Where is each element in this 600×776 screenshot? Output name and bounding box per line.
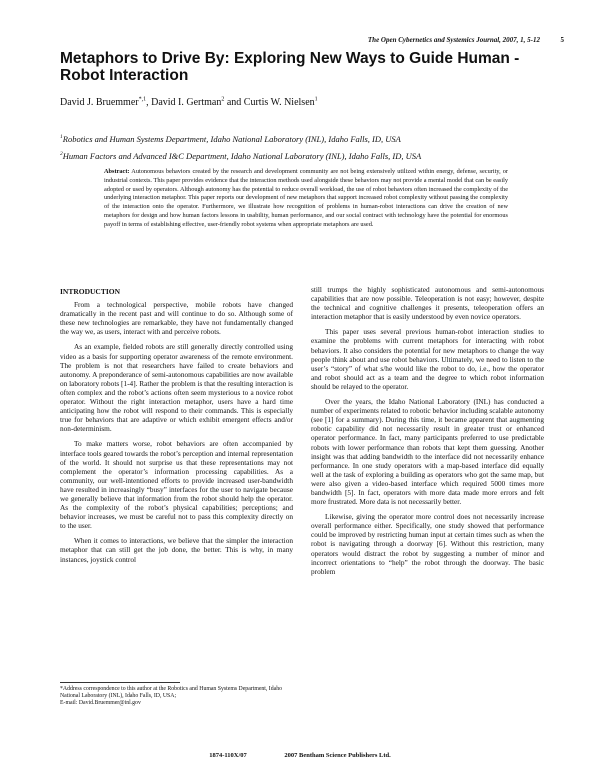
abstract-text: Autonomous behaviors created by the research and development community are not being extensively utilized within energy, defense, security, or industrial contexts. This paper provides evidence that the interaction methods used alongside these behaviors may not provide a mental model that can be easily adopted or used by operators. Although autonomy has the potential to reduce overall workload, the use of robot behaviors often increased the complexity of the underlying interaction metaphor. This paper reports our development of new metaphors that support increased robot complexity without passing the complexity of the interaction onto the operator. Furthermore, we illustrate how recognition of problems in human-robot interactions can drive the creation of new metaphors for design and how human factors lessons in usability, human performance, and our social contract with technology have the potential for enormous payoff in terms of establishing effective, user-friendly robot systems when appropriate metaphors are used. [104, 168, 508, 228]
footnote-email: E-mail: David.Bruemmer@inl.gov [60, 700, 141, 706]
author-name: and Curtis W. Nielsen [224, 97, 315, 108]
right-column [311, 285, 544, 582]
correspondence-footnote [60, 686, 300, 707]
publisher-line: 2007 Bentham Science Publishers Ltd. [284, 752, 391, 759]
affiliation-marker: 2 [60, 151, 63, 158]
footnote-address: *Address correspondence to this author at the Robotics and Human Systems Department, Idaho National Laboratory (INL), Idaho Falls, ID, USA; [60, 686, 283, 699]
page-number: 5 [560, 36, 564, 44]
page-footer [0, 752, 600, 759]
section-heading-introduction: INTRODUCTION [60, 287, 121, 296]
affiliation-marker: 1 [60, 134, 63, 141]
author-superscript: *,1 [138, 96, 147, 103]
body-paragraph: As an example, fielded robots are still generally directly controlled using video as a basis for supporting operator awareness of the remote environment. The problem is not that researchers have failed to create behaviors and autonomy. A preponderance of semi-autonomous capabilities are now available on laboratory robots [1-4]. Rather the problem is that the resulting interaction is often complex and the robot’s actions often seem mysterious to a novice robot operator. Without the right interaction metaphor, users have a hard time anticipating how the robot will respond to their commands. This is especially true for behaviors that are adaptive or which exhibit emergent effects and/or non-determinism. [60, 342, 293, 434]
body-paragraph: When it comes to interactions, we believe that the simpler the interaction metaphor that can still get the job done, the better. This is why, in many instances, joystick control [60, 536, 293, 564]
body-paragraph: From a technological perspective, mobile robots have changed dramatically in the recent past and will continue to do so. Although some of these new technologies are remarkable, they have not fundamentally changed the way we, as users, interact with and perceive robots. [60, 300, 293, 337]
affiliation-2 [60, 151, 550, 161]
author-superscript: 2 [221, 96, 225, 103]
affiliation-1 [60, 134, 550, 144]
left-column [60, 287, 293, 570]
body-paragraph-continued: still trumps the highly sophisticated autonomous and semi-autonomous capabilities that are now possible. Teleoperation is not easy; however, despite the technical and cognitive challenges it presents, teleoperation offers an interaction metaphor that is easily understood by even novice operators. [311, 285, 544, 322]
journal-citation: The Open Cybernetics and Systemics Journal, 2007, 1, 5-12 [367, 36, 540, 44]
body-paragraph: Likewise, giving the operator more control does not necessarily increase overall performance either. Specifically, one study showed that performance could be improved by restricting human input at certain times such as when the robot is navigating through a doorway [6]. Without this restriction, many operators would distract the robot by suggesting a number of minor and incorrect orientations to “help” the robot through the doorway. The basic problem [311, 512, 544, 576]
abstract-label: Abstract: [104, 168, 130, 175]
issn-code: 1874-110X/07 [209, 752, 247, 759]
author-superscript: 1 [314, 96, 318, 103]
affiliation-text: Human Factors and Advanced I&C Department, Idaho National Laboratory (INL), Idaho Falls, ID, USA [62, 151, 422, 161]
running-head [60, 36, 564, 44]
footnote-divider [60, 682, 180, 683]
paper-title: Metaphors to Drive By: Exploring New Ways to Guide Human - Robot Interaction [60, 50, 520, 84]
body-paragraph: This paper uses several previous human-robot interaction studies to examine the problems with current metaphors for interacting with robot behaviors. It also considers the potential for new metaphors to change the way people think about and use robot behaviors. Ultimately, we need to listen to the user’s “story” of what s/he would like the robot to do, i.e., how the operator and robot should act as a team and the degree to which robot information should be relayed to the operator. [311, 327, 544, 391]
author-list [60, 97, 550, 109]
author-name: , David I. Gertman [146, 97, 222, 108]
author-name: David J. Bruemmer [60, 97, 139, 108]
body-paragraph: Over the years, the Idaho National Laboratory (INL) has conducted a number of experiments related to robotic behavior including scalable autonomy (see [1] for a summary). During this time, it became apparent that augmenting robotic capability did not necessarily result in greater trust or enhanced operator performance. In fact, many participants preferred to use predictable robots with lower performance than robots that kept them guessing. Another insight was that adding bandwidth to the interface did not necessarily enhance performance. In one study operators with a map-based interface did equally well at the task of exploring a building as operators who got the same map, but were also given a video-based interface which required 5000 times more bandwidth [5]. In fact, operators with more data made more errors and felt more frustrated. More data is not necessarily better. [311, 397, 544, 507]
body-paragraph: To make matters worse, robot behaviors are often accompanied by interface tools geared towards the robot’s perception and internal representation of the world. It should not surprise us that these representations may not complement the operator’s information processing capabilities. As a community, our well-intentioned efforts to provide increased user-bandwidth have resulted in increasingly “busy” interfaces for the user to navigate because we generally believe that information from the robot should help the operator. As the complexity of the robot’s physical capabilities; perceptions; and behavior increases, we must be careful not to pass this complexity directly on to the user. [60, 439, 293, 531]
abstract [104, 168, 508, 229]
affiliation-text: Robotics and Human Systems Department, Idaho National Laboratory (INL), Idaho Falls, ID, USA [62, 134, 401, 144]
